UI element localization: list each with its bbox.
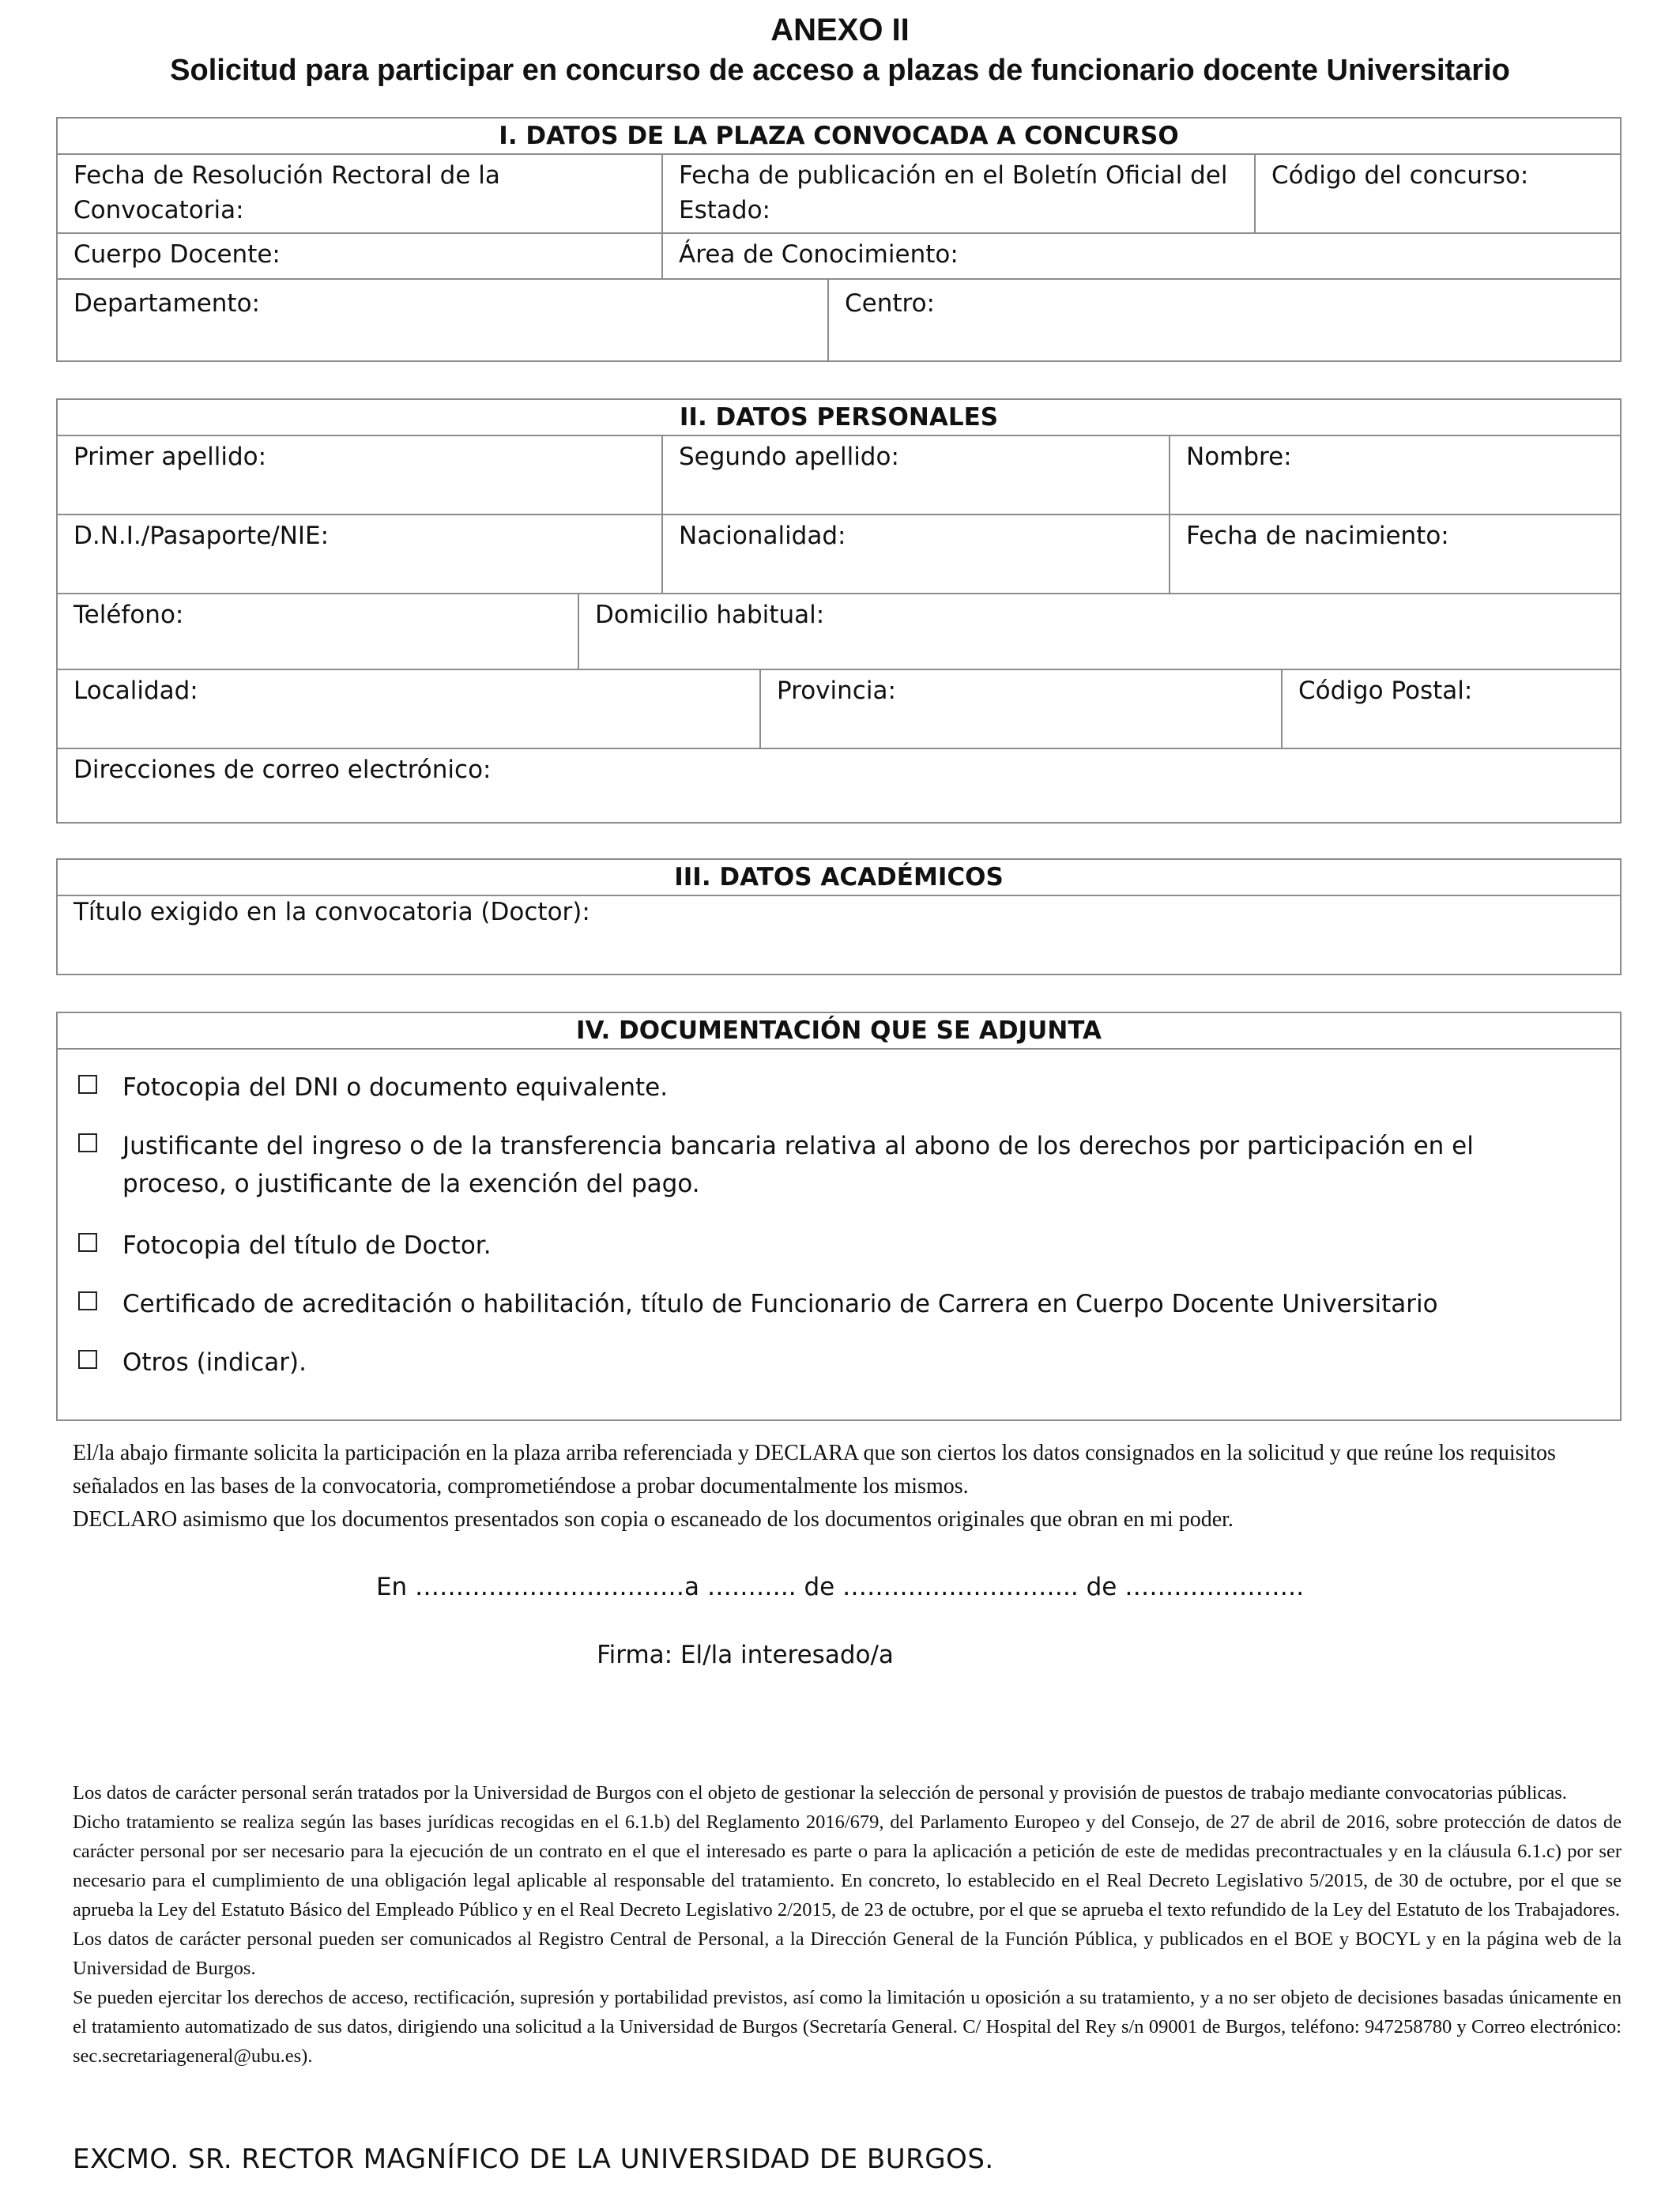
section-documentacion-heading: IV. DOCUMENTACIÓN QUE SE ADJUNTA [58, 1013, 1620, 1050]
form-title: Solicitud para participar en concurso de acceso a plazas de funcionario docente Universitario [170, 54, 1510, 87]
declaration-p2: DECLARO asimismo que los documentos presentados son copia o escaneado de los documentos originales que obran en mi poder. [73, 1507, 1234, 1532]
section-plaza [56, 117, 1622, 362]
doc-dni-label: Fotocopia del DNI o documento equivalente. [122, 1073, 669, 1102]
fecha-resolucion-field[interactable]: Fecha de Resolución Rectoral de la Convocatoria: [73, 161, 500, 224]
legal-p1: Los datos de carácter personal serán tratados por la Universidad de Burgos con el objeto de gestionar la selección de personal y provisión de puestos de trabajo mediante convocatorias públicas. [73, 1782, 1567, 1804]
dni-field[interactable]: D.N.I./Pasaporte/NIE: [73, 522, 330, 550]
place-date-line: En ……………………………a ……….. de ……………………….. de …………………. [375, 1573, 1305, 1601]
doc-certificado-label: Certificado de acreditación o habilitación, título de Funcionario de Carrera en Cuerpo Docente Universitario [122, 1290, 1438, 1318]
doc-justificante-checkbox[interactable] [78, 1133, 97, 1152]
section-academicos [56, 858, 1622, 975]
centro-field[interactable]: Centro: [845, 289, 935, 318]
fecha-nacimiento-field[interactable]: Fecha de nacimiento: [1186, 522, 1449, 550]
addressee: EXCMO. SR. RECTOR MAGNÍFICO DE LA UNIVERSIDAD DE BURGOS. [73, 2143, 994, 2175]
area-conocimiento-field[interactable]: Área de Conocimiento: [679, 240, 959, 269]
section-academicos-heading: III. DATOS ACADÉMICOS [58, 860, 1620, 896]
divider [58, 278, 1620, 280]
codigo-postal-field[interactable]: Código Postal: [1298, 677, 1473, 705]
doc-item-justificante [78, 1127, 1573, 1203]
doc-certificado-checkbox[interactable] [78, 1291, 97, 1310]
section-personales-heading: II. DATOS PERSONALES [58, 400, 1620, 436]
annex-label: ANEXO II [770, 13, 910, 47]
primer-apellido-field[interactable]: Primer apellido: [73, 443, 267, 471]
section-plaza-heading: I. DATOS DE LA PLAZA CONVOCADA A CONCURSO [58, 119, 1620, 155]
segundo-apellido-field[interactable]: Segundo apellido: [679, 443, 899, 471]
localidad-field[interactable]: Localidad: [73, 677, 198, 705]
legal-p4: Se pueden ejercitar los derechos de acceso, rectificación, supresión y portabilidad previstos, así como la limitación u oposición a su tratamiento, y a no ser objeto de decisiones basadas únicamente en el tratamiento automatizado de sus datos, dirigiendo una solicitud a la Universidad de Burgos (Secretaría General. C/ Hospital del Rey s/n 09001 de Burgos, teléfono: 947258780 y Correo electrónico: sec.secretariageneral@ubu.es). [73, 1987, 1622, 2067]
telefono-field[interactable]: Teléfono: [73, 601, 184, 629]
domicilio-field[interactable]: Domicilio habitual: [595, 601, 825, 629]
signature-label: Firma: El/la interesado/a [597, 1641, 894, 1669]
divider [1254, 153, 1256, 232]
doc-otros-checkbox[interactable] [78, 1350, 97, 1369]
doc-item-otros [78, 1344, 1573, 1382]
cuerpo-docente-field[interactable]: Cuerpo Docente: [73, 240, 281, 269]
fecha-publicacion-field[interactable]: Fecha de publicación en el Boletín Oficial del Estado: [679, 161, 1228, 224]
doc-otros-label: Otros (indicar). [122, 1348, 307, 1377]
doc-titulo-checkbox[interactable] [78, 1233, 97, 1252]
titulo-doctor-field[interactable]: Título exigido en la convocatoria (Doctor): [73, 898, 590, 926]
data-protection-notice [73, 1778, 1622, 2071]
doc-item-certificado [78, 1285, 1573, 1323]
doc-titulo-label: Fotocopia del título de Doctor. [122, 1231, 492, 1260]
declaration-p1: El/la abajo firmante solicita la participación en la plaza arriba referenciada y DECLARA que son ciertos los datos consignados en la solicitud y que reúne los requisitos señalados en las bases de la convocatoria, comprometiéndose a probar documentalmente los mismos. [73, 1441, 1556, 1498]
codigo-concurso-field[interactable]: Código del concurso: [1271, 161, 1529, 190]
legal-p2: Dicho tratamiento se realiza según las bases jurídicas recogidas en el 6.1.b) del Reglamento 2016/679, del Parlamento Europeo y del Consejo, de 27 de abril de 2016, sobre protección de datos de carácter personal por ser necesario para la ejecución de un contrato en el que el interesado es parte o para la aplicación a petición de este de medidas precontractuales y en la cláusula 6.1.c) por ser necesario para el cumplimiento de una obligación legal aplicable al responsable del tratamiento. En concreto, lo establecido en el Real Decreto Legislativo 5/2015, de 30 de octubre, por el que se aprueba la Ley del Estatuto Básico del Empleado Público y en el Real Decreto Legislativo 2/2015, de 23 de octubre, por el que se aprueba el texto refundido de la Ley del Estatuto de los Trabajadores. [73, 1811, 1622, 1921]
section-documentacion [56, 1012, 1622, 1421]
doc-justificante-label: Justificante del ingreso o de la transferencia bancaria relativa al abono de los derechos por participación en el proceso, o justificante de la exención del pago. [122, 1132, 1474, 1198]
doc-item-titulo [78, 1227, 1573, 1265]
nombre-field[interactable]: Nombre: [1186, 443, 1292, 471]
doc-item-dni [78, 1069, 1573, 1106]
doc-dni-checkbox[interactable] [78, 1075, 97, 1094]
legal-p3: Los datos de carácter personal pueden ser comunicados al Registro Central de Personal, a la Dirección General de la Función Pública, y publicados en el BOE y BOCYL y en la página web de la Universidad de Burgos. [73, 1928, 1622, 1979]
nacionalidad-field[interactable]: Nacionalidad: [679, 522, 846, 550]
declaration-text [73, 1437, 1622, 1536]
provincia-field[interactable]: Provincia: [777, 677, 896, 705]
email-field[interactable]: Direcciones de correo electrónico: [73, 756, 492, 784]
section-personales [56, 398, 1622, 824]
departamento-field[interactable]: Departamento: [73, 289, 260, 318]
